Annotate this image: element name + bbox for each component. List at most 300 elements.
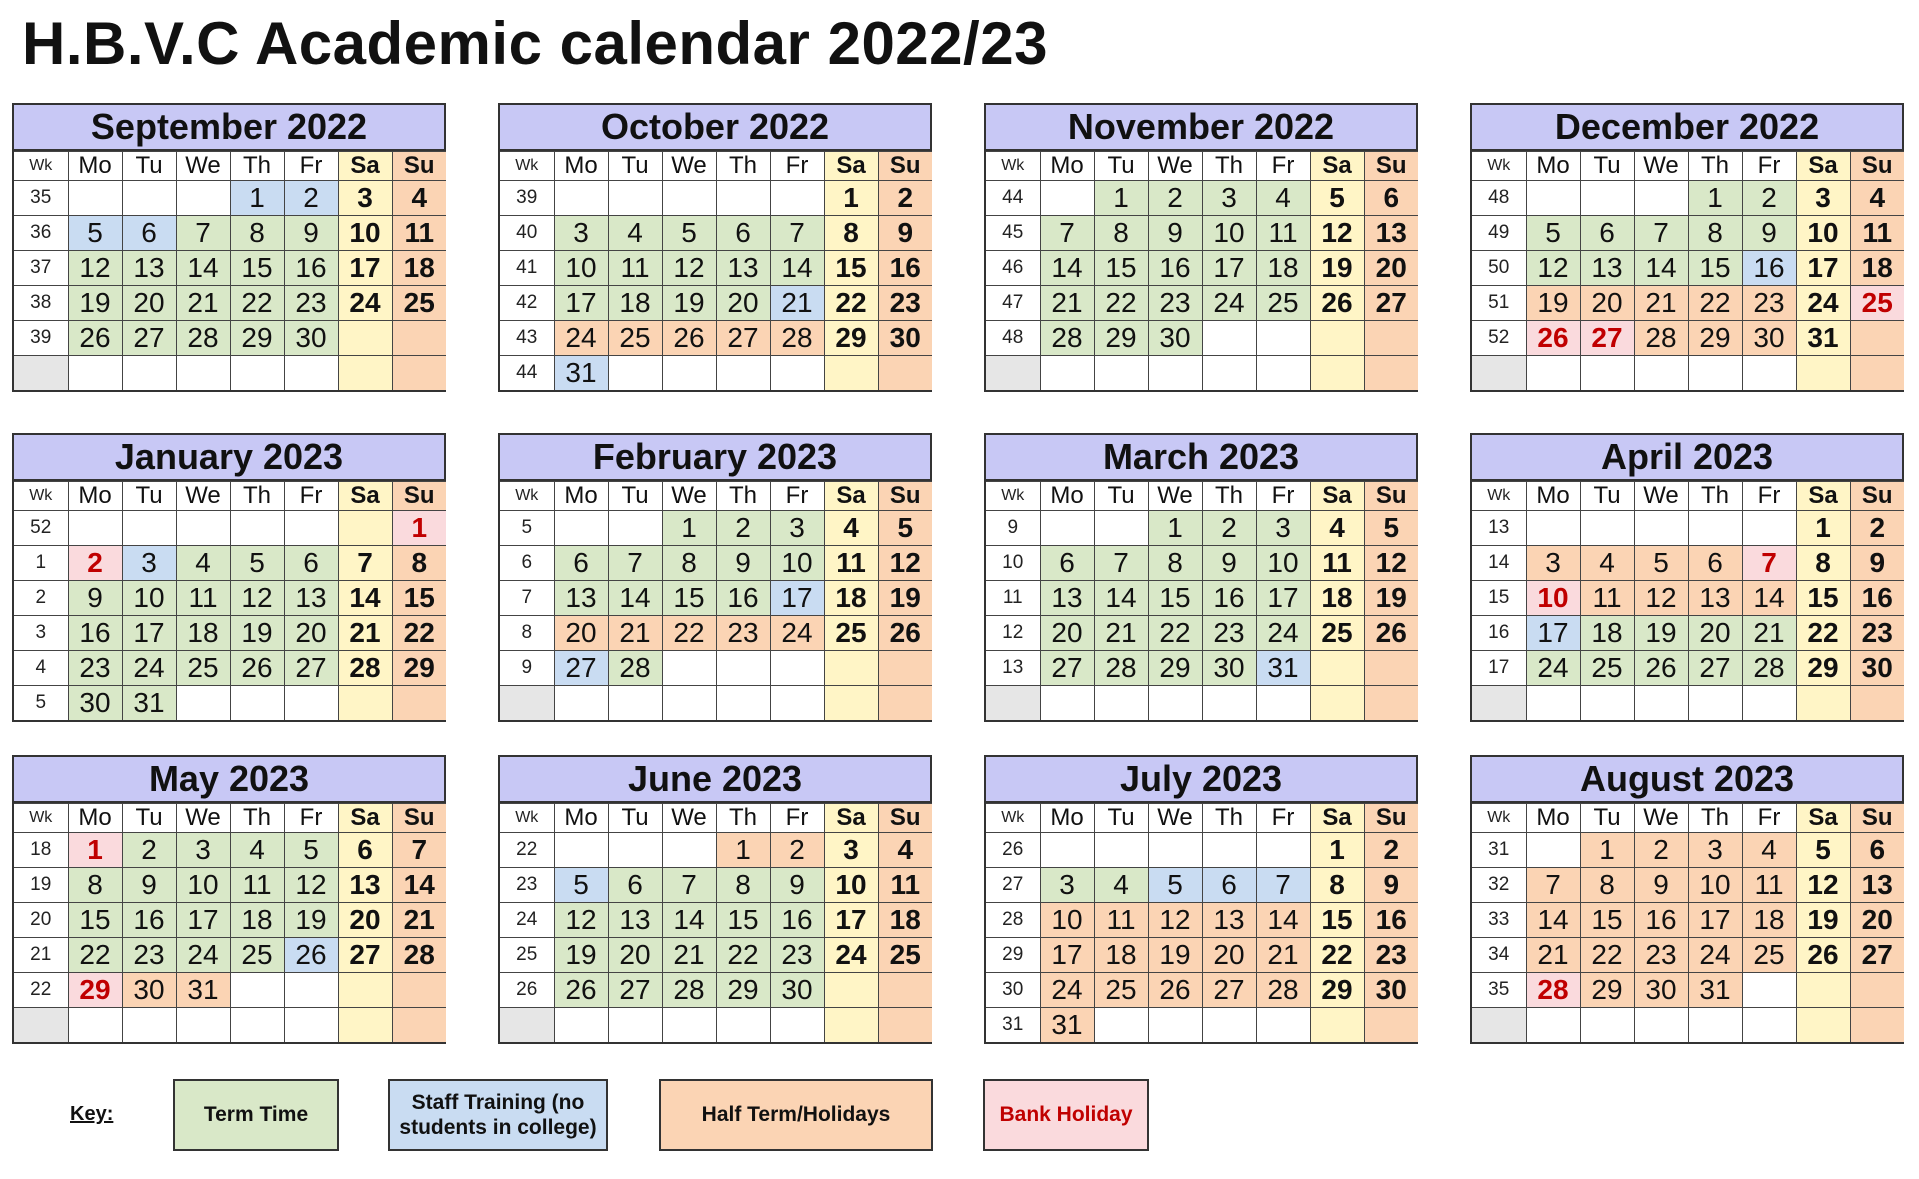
day-cell: 18 [1742,903,1796,938]
empty-cell [68,511,122,546]
weekday-header: Th [1202,482,1256,511]
week-number: 47 [986,286,1040,321]
day-cell: 4 [230,833,284,868]
day-cell: 29 [1310,973,1364,1008]
day-cell: 25 [1310,616,1364,651]
day-cell: 2 [122,833,176,868]
day-cell: 15 [392,581,446,616]
week-number: 22 [500,833,554,868]
day-cell: 16 [122,903,176,938]
day-cell: 29 [1148,651,1202,686]
day-cell: 12 [878,546,932,581]
empty-cell [716,181,770,216]
empty-cell [1526,686,1580,721]
day-cell: 10 [1526,581,1580,616]
day-cell: 17 [1256,581,1310,616]
empty-cell [392,686,446,721]
empty-cell [338,511,392,546]
week-number: 40 [500,216,554,251]
empty-cell [1580,356,1634,391]
day-cell: 26 [1796,938,1850,973]
empty-cell [608,181,662,216]
day-cell: 2 [284,181,338,216]
day-cell: 21 [662,938,716,973]
empty-cell [1580,511,1634,546]
week-number: 14 [1472,546,1526,581]
key-term-time: Term Time [173,1079,339,1151]
empty-cell [1364,686,1418,721]
day-cell: 11 [1094,903,1148,938]
empty-cell [554,686,608,721]
day-cell: 30 [770,973,824,1008]
day-cell: 21 [176,286,230,321]
empty-cell [230,973,284,1008]
day-cell: 29 [1688,321,1742,356]
day-cell: 9 [1742,216,1796,251]
empty-cell [770,686,824,721]
day-cell: 29 [230,321,284,356]
day-cell: 10 [770,546,824,581]
day-cell: 4 [1580,546,1634,581]
empty-cell [824,1008,878,1043]
day-cell: 5 [1796,833,1850,868]
day-cell: 3 [1526,546,1580,581]
week-number: 5 [14,686,68,721]
day-cell: 28 [1526,973,1580,1008]
empty-cell [122,511,176,546]
day-cell: 31 [554,356,608,391]
day-cell: 30 [1850,651,1904,686]
day-cell: 9 [878,216,932,251]
day-cell: 11 [824,546,878,581]
day-cell: 12 [230,581,284,616]
empty-cell [608,686,662,721]
empty-cell [1742,973,1796,1008]
day-cell: 9 [1850,546,1904,581]
empty-cell [230,1008,284,1043]
day-cell: 3 [176,833,230,868]
month-calendar [1470,755,1904,1044]
weekday-header: We [1148,482,1202,511]
day-cell: 19 [1310,251,1364,286]
week-number: 1 [14,546,68,581]
day-cell: 9 [1148,216,1202,251]
day-cell: 5 [68,216,122,251]
day-cell: 8 [716,868,770,903]
day-cell: 8 [392,546,446,581]
week-number [500,686,554,721]
weekday-header: Su [1364,152,1418,181]
empty-cell [176,1008,230,1043]
key-label: Key: [70,1103,114,1125]
day-cell: 16 [878,251,932,286]
empty-cell [1742,1008,1796,1043]
week-number: 9 [986,511,1040,546]
day-cell: 12 [1148,903,1202,938]
week-number: 43 [500,321,554,356]
weekday-header: Sa [338,804,392,833]
day-cell: 20 [284,616,338,651]
day-cell: 26 [1634,651,1688,686]
day-cell: 15 [1094,251,1148,286]
day-cell: 6 [1040,546,1094,581]
day-cell: 19 [1364,581,1418,616]
empty-cell [392,356,446,391]
empty-cell [1850,1008,1904,1043]
day-cell: 9 [1634,868,1688,903]
empty-cell [1148,1008,1202,1043]
day-cell: 23 [1634,938,1688,973]
day-cell: 20 [1850,903,1904,938]
empty-cell [1526,356,1580,391]
day-cell: 2 [1742,181,1796,216]
empty-cell [1040,511,1094,546]
day-cell: 12 [662,251,716,286]
day-cell: 11 [230,868,284,903]
empty-cell [1850,973,1904,1008]
weekday-header: Sa [338,482,392,511]
weekday-header: Sa [1310,482,1364,511]
weekday-header: Wk [986,152,1040,181]
weekday-header: Mo [68,152,122,181]
empty-cell [878,1008,932,1043]
week-number: 44 [500,356,554,391]
day-cell: 13 [1364,216,1418,251]
day-cell: 5 [1364,511,1418,546]
weekday-header: Sa [1310,804,1364,833]
day-cell: 4 [1742,833,1796,868]
day-cell: 9 [716,546,770,581]
empty-cell [1202,1008,1256,1043]
day-cell: 22 [1580,938,1634,973]
empty-cell [878,356,932,391]
weekday-header: Tu [122,804,176,833]
day-cell: 14 [338,581,392,616]
day-cell: 5 [1634,546,1688,581]
empty-cell [392,1008,446,1043]
week-number [986,356,1040,391]
day-cell: 13 [338,868,392,903]
day-cell: 4 [176,546,230,581]
day-cell: 26 [1364,616,1418,651]
day-cell: 29 [1580,973,1634,1008]
day-cell: 21 [1094,616,1148,651]
day-cell: 3 [1688,833,1742,868]
day-cell: 3 [770,511,824,546]
week-number: 20 [14,903,68,938]
week-number: 7 [500,581,554,616]
week-number: 44 [986,181,1040,216]
day-cell: 24 [1796,286,1850,321]
empty-cell [1742,511,1796,546]
week-number: 18 [14,833,68,868]
day-cell: 20 [554,616,608,651]
day-cell: 14 [662,903,716,938]
week-number: 26 [986,833,1040,868]
day-cell: 31 [122,686,176,721]
day-cell: 24 [122,651,176,686]
day-cell: 7 [1742,546,1796,581]
weekday-header: Tu [1580,152,1634,181]
day-cell: 17 [554,286,608,321]
day-cell: 17 [824,903,878,938]
week-number [500,1008,554,1043]
empty-cell [338,356,392,391]
weekday-header: Su [878,482,932,511]
weekday-header: Tu [1580,804,1634,833]
day-cell: 14 [608,581,662,616]
day-cell: 25 [878,938,932,973]
weekday-header: Tu [122,482,176,511]
day-cell: 27 [1040,651,1094,686]
day-cell: 7 [1040,216,1094,251]
weekday-header: Sa [1796,804,1850,833]
day-cell: 22 [1310,938,1364,973]
empty-cell [338,321,392,356]
day-cell: 17 [1202,251,1256,286]
day-cell: 4 [878,833,932,868]
month-title: January 2023 [14,435,444,481]
day-cell: 30 [1148,321,1202,356]
day-cell: 22 [392,616,446,651]
day-cell: 16 [1850,581,1904,616]
day-cell: 4 [1310,511,1364,546]
day-cell: 2 [770,833,824,868]
day-cell: 7 [662,868,716,903]
day-cell: 16 [68,616,122,651]
weekday-header: Mo [68,804,122,833]
weekday-header: Wk [986,482,1040,511]
month-calendar [12,433,446,722]
week-number [1472,356,1526,391]
month-title: June 2023 [500,757,930,803]
day-cell: 30 [1364,973,1418,1008]
day-cell: 11 [1850,216,1904,251]
empty-cell [878,686,932,721]
day-cell: 27 [1688,651,1742,686]
day-cell: 15 [230,251,284,286]
empty-cell [1148,686,1202,721]
day-cell: 21 [1634,286,1688,321]
day-cell: 8 [1688,216,1742,251]
empty-cell [554,1008,608,1043]
day-cell: 13 [716,251,770,286]
weekday-header: Tu [1580,482,1634,511]
empty-cell [122,181,176,216]
week-number: 8 [500,616,554,651]
day-cell: 10 [176,868,230,903]
week-number: 38 [14,286,68,321]
empty-cell [284,686,338,721]
day-cell: 3 [338,181,392,216]
week-number: 39 [14,321,68,356]
empty-cell [1364,321,1418,356]
day-cell: 7 [1634,216,1688,251]
empty-cell [230,356,284,391]
weekday-header: Th [716,482,770,511]
day-cell: 21 [338,616,392,651]
month-calendar [498,755,932,1044]
weekday-header: Th [1688,482,1742,511]
week-number: 2 [14,581,68,616]
day-cell: 27 [1202,973,1256,1008]
month-calendar [12,103,446,392]
empty-cell [716,1008,770,1043]
weekday-header: We [1634,482,1688,511]
weekday-header: Wk [14,804,68,833]
empty-cell [662,356,716,391]
empty-cell [716,356,770,391]
empty-cell [230,686,284,721]
weekday-header: Mo [1040,482,1094,511]
day-cell: 2 [716,511,770,546]
empty-cell [1634,181,1688,216]
day-cell: 15 [1148,581,1202,616]
empty-cell [1796,686,1850,721]
day-cell: 23 [1850,616,1904,651]
week-number [14,1008,68,1043]
month-title: February 2023 [500,435,930,481]
day-cell: 28 [1742,651,1796,686]
day-cell: 28 [608,651,662,686]
key-bank-holiday: Bank Holiday [983,1079,1149,1151]
week-number: 52 [14,511,68,546]
day-cell: 1 [68,833,122,868]
empty-cell [1364,651,1418,686]
empty-cell [1310,356,1364,391]
weekday-header: Fr [284,482,338,511]
day-cell: 14 [1634,251,1688,286]
empty-cell [176,511,230,546]
week-number: 42 [500,286,554,321]
empty-cell [1040,833,1094,868]
day-cell: 7 [1256,868,1310,903]
empty-cell [68,356,122,391]
day-cell: 27 [122,321,176,356]
day-cell: 2 [878,181,932,216]
week-number: 29 [986,938,1040,973]
day-cell: 4 [608,216,662,251]
week-number: 48 [986,321,1040,356]
day-cell: 15 [1688,251,1742,286]
day-cell: 6 [1850,833,1904,868]
day-cell: 3 [1202,181,1256,216]
day-cell: 14 [770,251,824,286]
day-cell: 6 [716,216,770,251]
week-number: 31 [986,1008,1040,1043]
day-cell: 20 [1040,616,1094,651]
empty-cell [1364,1008,1418,1043]
empty-cell [1310,1008,1364,1043]
day-cell: 12 [554,903,608,938]
day-cell: 25 [1094,973,1148,1008]
weekday-header: We [1148,152,1202,181]
empty-cell [878,651,932,686]
week-number: 5 [500,511,554,546]
day-cell: 27 [338,938,392,973]
day-cell: 23 [716,616,770,651]
empty-cell [1202,321,1256,356]
day-cell: 19 [1526,286,1580,321]
empty-cell [1040,356,1094,391]
empty-cell [1850,686,1904,721]
day-cell: 27 [716,321,770,356]
day-cell: 23 [284,286,338,321]
day-cell: 1 [230,181,284,216]
weekday-header: Wk [14,152,68,181]
month-title: April 2023 [1472,435,1902,481]
weekday-header: Sa [1796,152,1850,181]
week-number: 46 [986,251,1040,286]
weekday-header: Su [392,804,446,833]
day-cell: 11 [878,868,932,903]
day-cell: 26 [68,321,122,356]
day-cell: 25 [1256,286,1310,321]
day-cell: 23 [770,938,824,973]
day-cell: 4 [392,181,446,216]
day-cell: 27 [1850,938,1904,973]
day-cell: 21 [1256,938,1310,973]
empty-cell [770,651,824,686]
empty-cell [1094,511,1148,546]
day-cell: 24 [1040,973,1094,1008]
day-cell: 23 [878,286,932,321]
weekday-header: Mo [68,482,122,511]
weekday-header: We [1634,152,1688,181]
empty-cell [662,651,716,686]
day-cell: 6 [284,546,338,581]
weekday-header: Wk [1472,482,1526,511]
empty-cell [1310,321,1364,356]
day-cell: 3 [1796,181,1850,216]
day-cell: 2 [68,546,122,581]
day-cell: 9 [770,868,824,903]
day-cell: 30 [284,321,338,356]
empty-cell [1526,833,1580,868]
day-cell: 17 [1796,251,1850,286]
day-cell: 8 [1094,216,1148,251]
week-number: 49 [1472,216,1526,251]
weekday-header: Fr [284,152,338,181]
weekday-header: Mo [1526,152,1580,181]
empty-cell [1850,356,1904,391]
week-number: 15 [1472,581,1526,616]
day-cell: 20 [1202,938,1256,973]
week-number: 31 [1472,833,1526,868]
day-cell: 15 [68,903,122,938]
day-cell: 30 [1202,651,1256,686]
day-cell: 19 [1796,903,1850,938]
empty-cell [662,833,716,868]
day-cell: 22 [716,938,770,973]
weekday-header: Fr [1742,482,1796,511]
month-title: May 2023 [14,757,444,803]
day-cell: 31 [1256,651,1310,686]
day-cell: 22 [662,616,716,651]
empty-cell [1256,833,1310,868]
day-cell: 31 [1796,321,1850,356]
day-cell: 1 [1688,181,1742,216]
key-half-term-holidays: Half Term/Holidays [659,1079,933,1151]
empty-cell [662,686,716,721]
day-cell: 20 [338,903,392,938]
week-number: 19 [14,868,68,903]
day-cell: 23 [1742,286,1796,321]
week-number: 30 [986,973,1040,1008]
empty-cell [338,686,392,721]
empty-cell [824,973,878,1008]
month-title: March 2023 [986,435,1416,481]
